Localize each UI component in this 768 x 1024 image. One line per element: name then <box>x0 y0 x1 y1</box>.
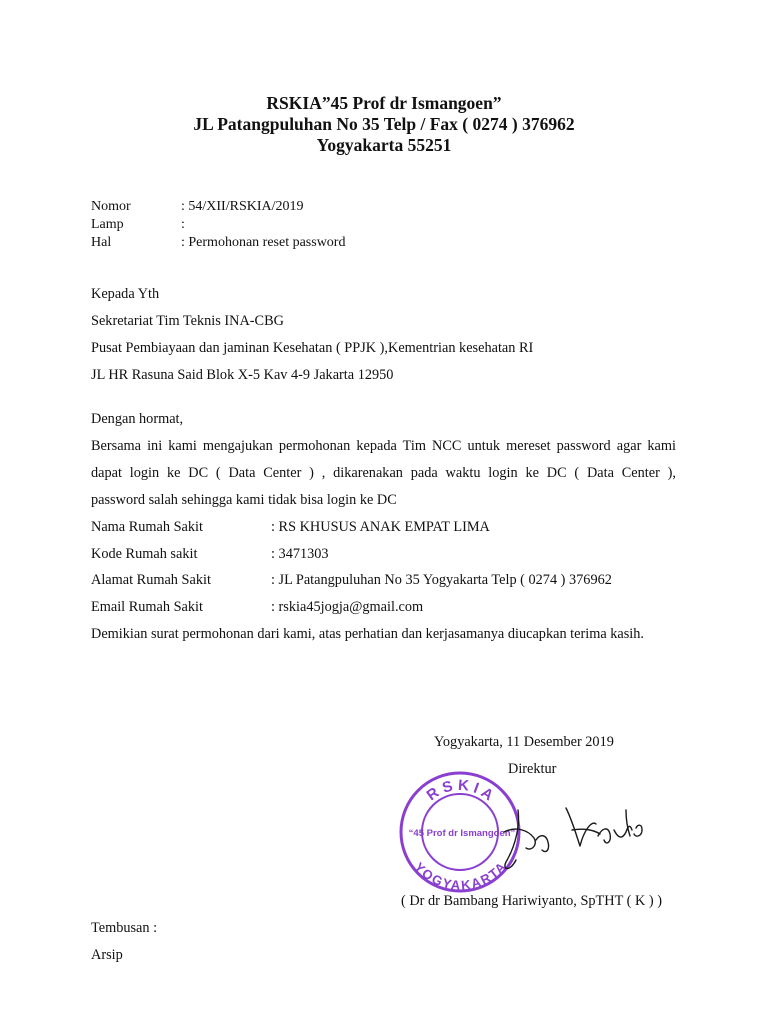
letterhead-institution: RSKIA”45 Prof dr Ismangoen” <box>266 93 502 113</box>
letter-meta <box>91 198 345 252</box>
tembusan-label: Tembusan : <box>91 920 158 936</box>
detail-row-hospital-code <box>91 546 329 563</box>
stamp-middle-text: “45 Prof dr Ismangoen” <box>408 828 516 839</box>
letterhead-city: Yogyakarta 55251 <box>316 135 452 155</box>
detail-label: Email Rumah Sakit <box>91 599 203 615</box>
detail-label: Kode Rumah sakit <box>91 546 198 562</box>
nomor-label: Nomor <box>91 199 131 214</box>
signature-place-date: Yogyakarta, 11 Desember 2019 <box>434 734 614 750</box>
letterhead <box>0 93 768 156</box>
lamp-value: : <box>181 217 185 232</box>
nomor-value: : 54/XII/RSKIA/2019 <box>181 199 304 214</box>
detail-row-hospital-address <box>91 572 612 589</box>
hal-label: Hal <box>91 235 112 250</box>
arsip-label: Arsip <box>91 947 123 963</box>
detail-value: : 3471303 <box>271 546 329 562</box>
signature-position: Direktur <box>508 761 557 777</box>
meta-row-nomor <box>91 198 345 216</box>
body-paragraph-line: dapat login ke DC ( Data Center ) , dikarenakan pada waktu login ke DC ( Data Center ), <box>91 465 676 481</box>
handwritten-signature <box>476 790 646 880</box>
detail-label: Alamat Rumah Sakit <box>91 572 211 588</box>
stamp-bottom-text: YOGYAKARTA <box>411 859 509 893</box>
detail-row-hospital-email <box>91 599 423 616</box>
body-paragraph-line: Bersama ini kami mengajukan permohonan kepada Tim NCC untuk mereset password agar kami <box>91 438 676 454</box>
meta-row-hal <box>91 234 345 252</box>
detail-value: : RS KHUSUS ANAK EMPAT LIMA <box>271 519 490 535</box>
body-paragraph-line: password salah sehingga kami tidak bisa login ke DC <box>91 492 397 508</box>
recipient-salutation: Kepada Yth <box>91 286 160 302</box>
recipient-organization: Pusat Pembiayaan dan jaminan Kesehatan ( PPJK ),Kementrian kesehatan RI <box>91 340 534 356</box>
letterhead-address: JL Patangpuluhan No 35 Telp / Fax ( 0274 ) 376962 <box>193 114 575 134</box>
detail-label: Nama Rumah Sakit <box>91 519 203 535</box>
stamp-top-text: R S K I A <box>423 776 497 805</box>
detail-row-hospital-name <box>91 519 490 536</box>
detail-value: : rskia45jogja@gmail.com <box>271 599 424 615</box>
hal-value: : Permohonan reset password <box>181 235 346 250</box>
meta-row-lamp <box>91 216 345 234</box>
recipient-unit: Sekretariat Tim Teknis INA-CBG <box>91 313 284 329</box>
recipient-address: JL HR Rasuna Said Blok X-5 Kav 4-9 Jakarta 12950 <box>91 367 394 383</box>
detail-value: : JL Patangpuluhan No 35 Yogyakarta Telp ( 0274 ) 376962 <box>271 572 612 588</box>
greeting: Dengan hormat, <box>91 411 184 427</box>
lamp-label: Lamp <box>91 217 124 232</box>
closing-sentence: Demikian surat permohonan dari kami, atas perhatian dan kerjasamanya diucapkan terima kasih. <box>91 626 645 642</box>
signatory-name: ( Dr dr Bambang Hariwiyanto, SpTHT ( K ) ) <box>401 893 662 909</box>
